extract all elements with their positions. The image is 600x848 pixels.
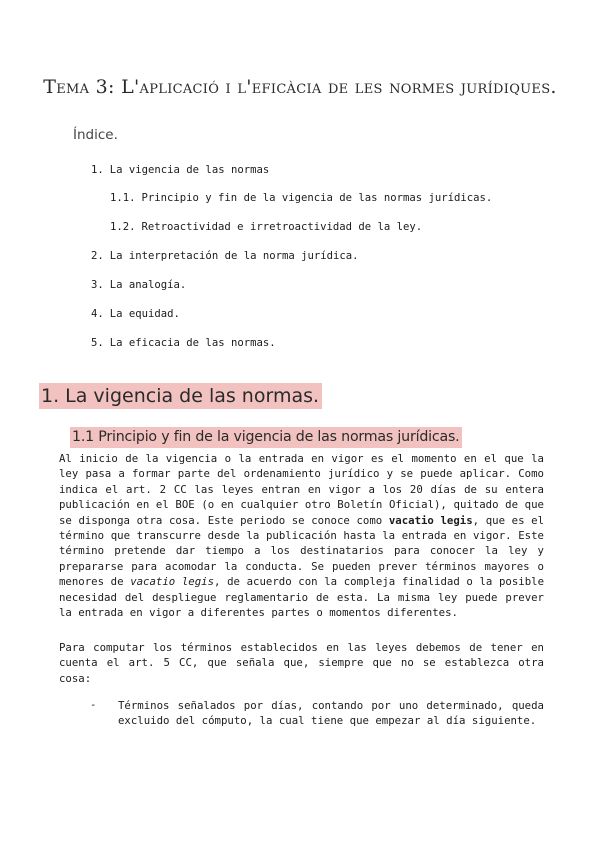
toc-item (91, 164, 269, 176)
paragraph (59, 451, 544, 620)
toc-number: 5. (91, 337, 104, 349)
toc-item (110, 221, 422, 233)
toc-number: 4. (91, 308, 104, 320)
toc-item (91, 337, 276, 349)
paragraph-text: , que es el término que transcurre desde la publicación hasta la entrada en vigor. Este término pretende dar tiempo a los destinatarios para conocer la ley y prepararse para acomodar la conducta. Se pueden prever términos mayores o menores de (59, 513, 545, 589)
toc-number: 1.2. (110, 221, 136, 233)
toc-number: 3. (91, 279, 104, 291)
toc-number: 1. (91, 164, 104, 176)
toc-label: La analogía. (109, 279, 187, 291)
document-title: Tema 3: L'aplicació i l'eficàcia de les normes jurídiques. (43, 76, 557, 98)
section-heading: 1. La vigencia de las normas. (39, 383, 322, 409)
toc-label: La equidad. (109, 308, 180, 320)
toc-number: 2. (91, 250, 104, 262)
bullet-marker: - (90, 698, 97, 711)
toc-number: 1.1. (110, 192, 136, 204)
toc-label: Principio y fin de la vigencia de las normas jurídicas. (141, 192, 493, 204)
toc-label: La interpretación de la norma jurídica. (109, 250, 359, 262)
paragraph-text: Al inicio de la vigencia o la entrada en vigor es el momento en el que la ley pasa a formar parte del ordenamiento jurídico y se puede aplicar. Como indica el art. 2 CC las leyes entran en vigor a los 20 días de su entera publicación en el BOE (o en cualquier otro Boletín Oficial), quitado de que se disponga otra cosa. Este periodo se conoce como (59, 452, 544, 527)
bold-term: vacatio legis (388, 513, 473, 527)
paragraph-text: , de acuerdo con la compleja finalidad o la posible necesidad del despliegue reglamentario de esta. La misma ley puede prever la entrada en vigor a diferentes partes o momentos diferentes. (59, 575, 545, 620)
paragraph: Para computar los términos establecidos en las leyes debemos de tener en cuenta el art. 5 CC, que señala que, siempre que no se establezca otra cosa: (59, 641, 544, 685)
italic-term: vacatio legis (130, 575, 215, 589)
toc-item (91, 250, 359, 262)
toc-item (91, 308, 180, 320)
toc-label: La vigencia de las normas (109, 164, 270, 176)
toc-label: Retroactividad e irretroactividad de la ley. (141, 221, 423, 233)
toc-label: La eficacia de las normas. (109, 337, 276, 349)
subsection-heading: 1.1 Principio y fin de la vigencia de las normas jurídicas. (70, 427, 462, 448)
index-label: Índice. (73, 127, 118, 143)
bullet-item-text: Términos señalados por días, contando por uno determinado, queda excluido del cómputo, la cual tiene que empezar al día siguiente. (118, 699, 544, 728)
toc-item (110, 192, 492, 204)
toc-item (91, 279, 186, 291)
